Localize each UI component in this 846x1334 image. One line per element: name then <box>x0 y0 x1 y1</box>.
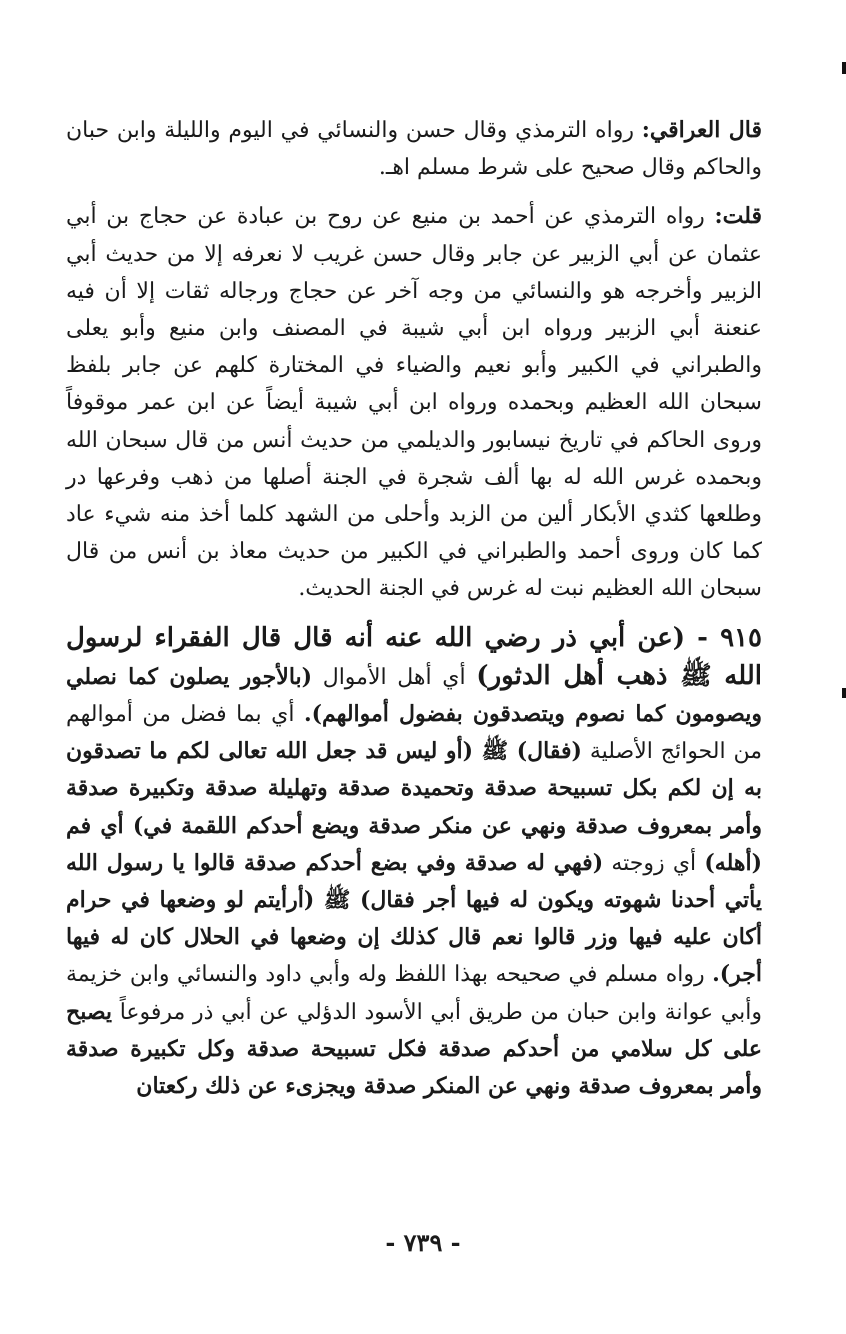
page-number: - ٧٣٩ - <box>385 1228 461 1257</box>
page-body <box>66 112 762 1202</box>
hadith-commentary: رواه مسلم في صحيحه بهذا اللفظ وله وأبي داود والنسائي وابن خزيمة وأبي عوانة وابن حبان من طريق أبي الأسود الدؤلي عن أبي ذر مرفوعاً <box>66 962 762 1025</box>
hadith-heading: (عن أبي ذر رضي الله عنه أنه قال قال الفقراء لرسول الله ﷺ ذهب أهل الدثور) <box>66 622 763 691</box>
hadith-paragraph <box>66 620 762 1106</box>
hadith-text: (بالأجور يصلون كما نصلي ويصومون كما نصوم ويتصدقون بفضول أموالهم). <box>66 663 762 728</box>
hadith-number: ٩١٥ - <box>697 622 762 653</box>
paragraph-text: رواه الترمذي عن أحمد بن منيع عن روح بن عبادة عن حجاج بن أبي عثمان عن أبي الزبير عن جابر وقال حسن غريب لا نعرفه إلا من حديث أبي الزبير وأخرجه هو والنسائي من وجه آخر عن حجاج ورجاله ثقات إلا أن فيه عنعنة أبي الزبير ورواه ابن أبي شيبة في المصنف وابن منيع وأبو يعلى والطبراني في الكبير وأبو نعيم والضياء في المختارة كلهم عن جابر بلفظ سبحان الله العظيم وبحمده ورواه ابن أبي شيبة أيضاً عن ابن عمر موقوفاً وروى الحاكم في تاريخ نيسابور والديلمي من حديث أنس من قال سبحان الله وبحمده غرس الله له بها ألف شجرة في الجنة أصلها من ذهب وفرعها در وطلعها كثدي الأبكار ألين من الزبد وأحلى من الشهد كلما أخذ منه شيء عاد كما كان وروى أحمد والطبراني في الكبير من حديث معاذ بن أنس من قال سبحان الله العظيم نبت له غرس في الجنة الحديث. <box>66 204 762 602</box>
hadith-text: (فهي له صدقة وفي بضع أحدكم صدقة قالوا يا رسول الله يأتي أحدنا شهوته ويكون له فيها أجر فقال) ﷺ (أرأيتم لو وضعها في حرام أكان عليه فيها وزر قالوا نعم قال كذلك إن وضعها في الحلال كان له فيها أجر). <box>66 849 762 988</box>
hadith-text: (فقال) ﷺ (أو ليس قد جعل الله تعالى لكم ما تصدقون به إن لكم بكل تسبيحة صدقة وتحميدة صدقة وتهليلة صدقة وتكبيرة صدقة وأمر بمعروف صدقة ونهي عن منكر صدقة ويضع أحدكم اللقمة في) أي فم (أهله) <box>66 738 762 876</box>
paragraph-lead: قال العراقي: <box>641 117 762 143</box>
paragraph-commentary <box>66 198 762 607</box>
hadith-text: يصبح على كل سلامي من أحدكم صدقة فكل تسبيحة صدقة وكل تكبيرة صدقة وأمر بمعروف صدقة ونهي عن المنكر صدقة ويجزىء عن ذلك ركعتان <box>66 998 762 1100</box>
paragraph-iraqi <box>66 112 762 186</box>
scan-edge-mark <box>842 688 846 698</box>
hadith-commentary: أي زوجته <box>603 850 705 876</box>
scan-edge-mark <box>842 62 846 74</box>
hadith-commentary: أي بما فضل من أموالهم من الحوائج الأصلية <box>66 702 763 765</box>
paragraph-text: رواه الترمذي وقال حسن والنسائي في اليوم والليلة وابن حبان والحاكم وقال صحيح على شرط مسلم اهـ. <box>66 118 762 181</box>
paragraph-lead: قلت: <box>714 203 762 230</box>
hadith-commentary: أي أهل الأموال <box>312 664 477 690</box>
